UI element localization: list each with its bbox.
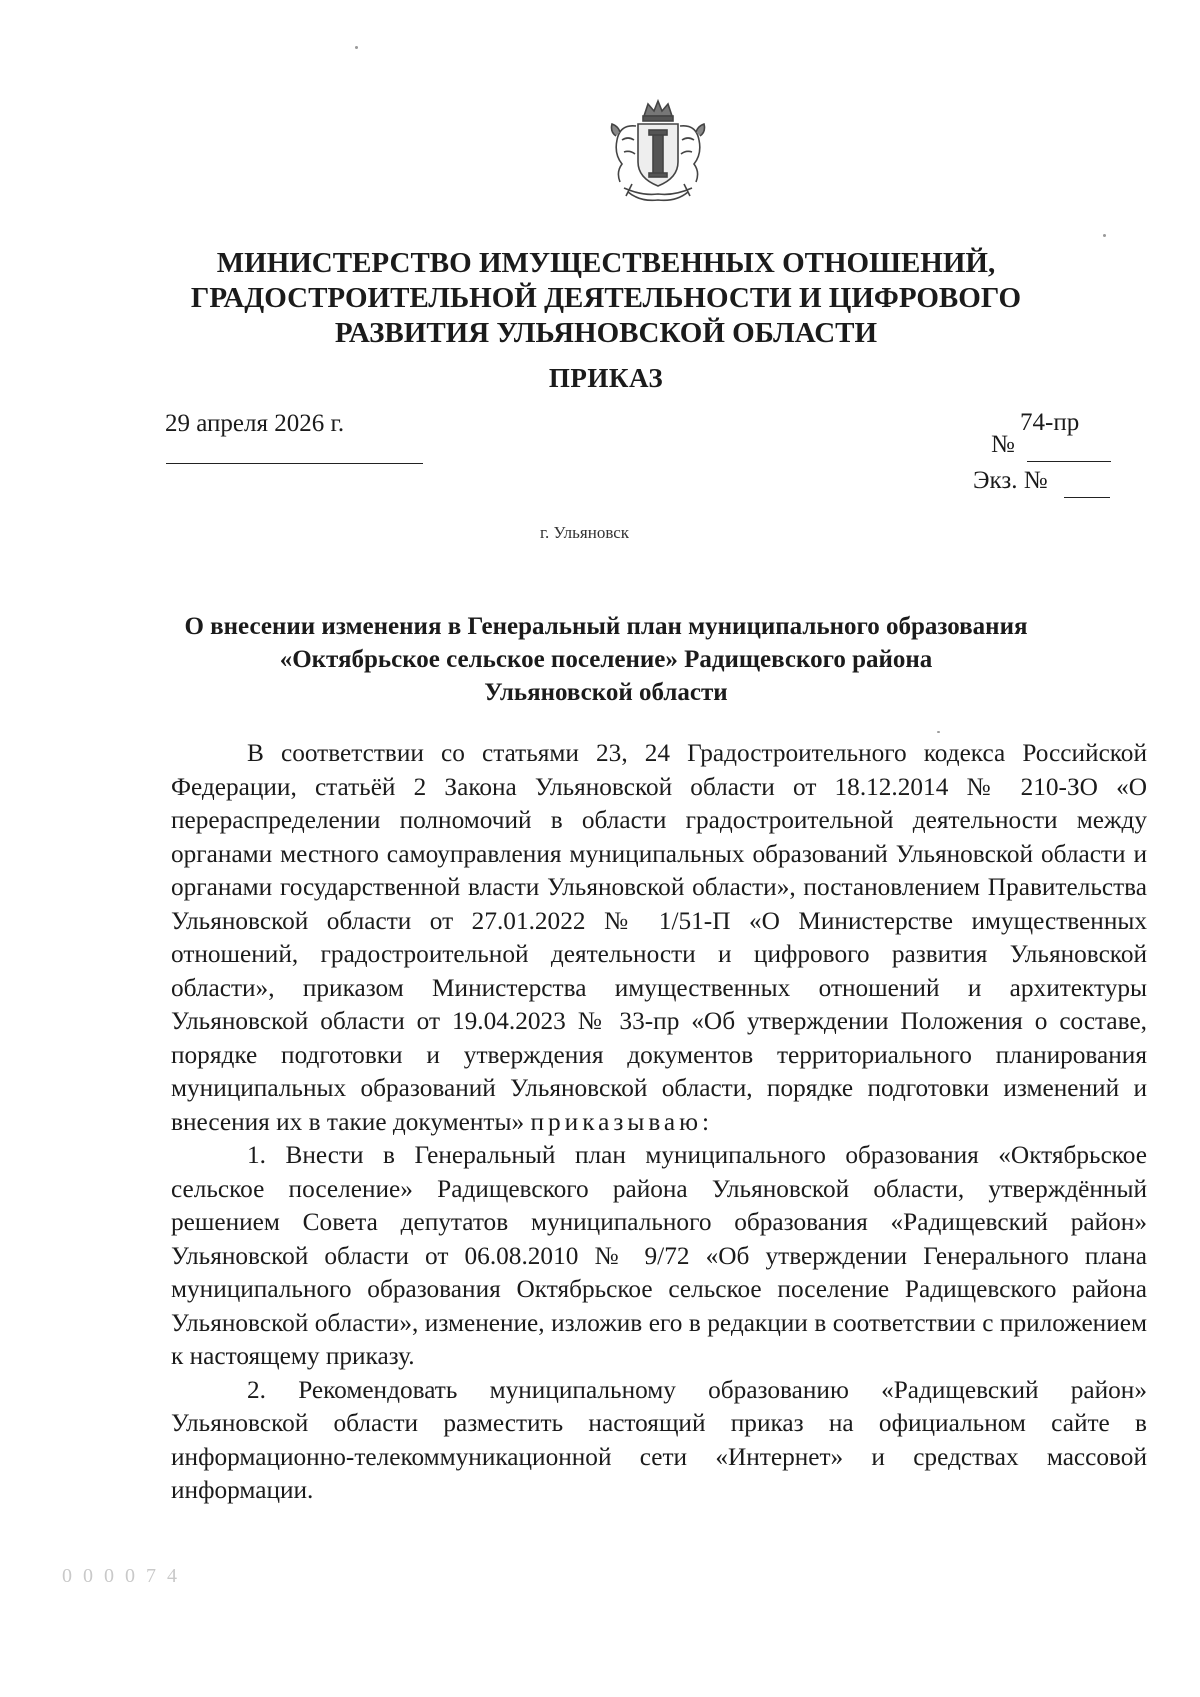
document-type-title: ПРИКАЗ <box>548 363 664 393</box>
scan-speck <box>1103 234 1106 237</box>
order-subject <box>150 610 1062 709</box>
date-underline <box>166 463 423 464</box>
order-word: приказываю: <box>530 1107 714 1136</box>
preamble-paragraph <box>171 737 1147 1139</box>
subject-line: «Октябрьское сельское поселение» Радищевского района <box>279 646 933 673</box>
scan-speck <box>937 731 940 733</box>
order-date: 29 апреля 2026 г. <box>165 410 345 437</box>
ministry-line: ГРАДОСТРОИТЕЛЬНОЙ ДЕЯТЕЛЬНОСТИ И ЦИФРОВОГО <box>190 282 1022 314</box>
item-2-paragraph: 2. Рекомендовать муниципальному образованию «Радищевский район» Ульяновской области разместить настоящий приказ на официальном сайте в информационно-телекоммуникационной сети «Интернет» и средствах массовой информации. <box>171 1375 1147 1504</box>
order-number-label: № <box>991 431 1015 458</box>
order-number: 74-пр <box>1020 409 1080 436</box>
ministry-line: МИНИСТЕРСТВО ИМУЩЕСТВЕННЫХ ОТНОШЕНИЙ, <box>216 247 996 279</box>
copy-number-underline <box>1064 497 1110 498</box>
subject-line: О внесении изменения в Генеральный план муниципального образования <box>184 613 1028 640</box>
city-name: г. Ульяновск <box>540 523 630 542</box>
copy-number-label: Экз. № <box>973 467 1048 494</box>
ministry-name <box>150 246 1062 351</box>
faint-stamp-text: 0 0 0 0 7 4 <box>62 1565 180 1587</box>
coat-of-arms-emblem <box>602 96 714 206</box>
ministry-line: РАЗВИТИЯ УЛЬЯНОВСКОЙ ОБЛАСТИ <box>334 317 878 349</box>
order-body <box>171 737 1147 1508</box>
item-1-paragraph: 1. Внести в Генеральный план муниципального образования «Октябрьское сельское поселение» Радищевского района Ульяновской области, утверждённый решением Совета депутатов муниципального образования «Радищевский район» Ульяновской области от 06.08.2010 № 9/72 «Об утверждении Генерального плана муниципального образования Октябрьское сельское поселение Радищевского района Ульяновской области», изменение, изложив его в редакции в соответствии с приложением к настоящему приказу. <box>171 1141 1147 1370</box>
subject-line: Ульяновской области <box>484 679 728 706</box>
scan-speck <box>355 46 358 49</box>
number-underline <box>1027 461 1111 462</box>
preamble-text: В соответствии со статьями 23, 24 Градостроительного кодекса Российской Федерации, статьёй 2 Закона Ульяновской области от 18.12.2014 № 210-ЗО «О перераспределении полномочий в области градостроительной деятельности между органами местного самоуправления муниципальных образований Ульяновской области и органами государственной власти Ульяновской области», постановлением Правительства Ульяновской области от 27.01.2022 № 1/51-П «О Министерстве имущественных отношений, градостроительной деятельности и цифрового развития Ульяновской области», приказом Министерства имущественных отношений и архитектуры Ульяновской области от 19.04.2023 № 33-пр «Об утверждении Положения о составе, порядке подготовки и утверждения документов территориального планирования муниципальных образований Ульяновской области, порядке подготовки изменений и внесения их в такие документы» <box>171 739 1147 1136</box>
